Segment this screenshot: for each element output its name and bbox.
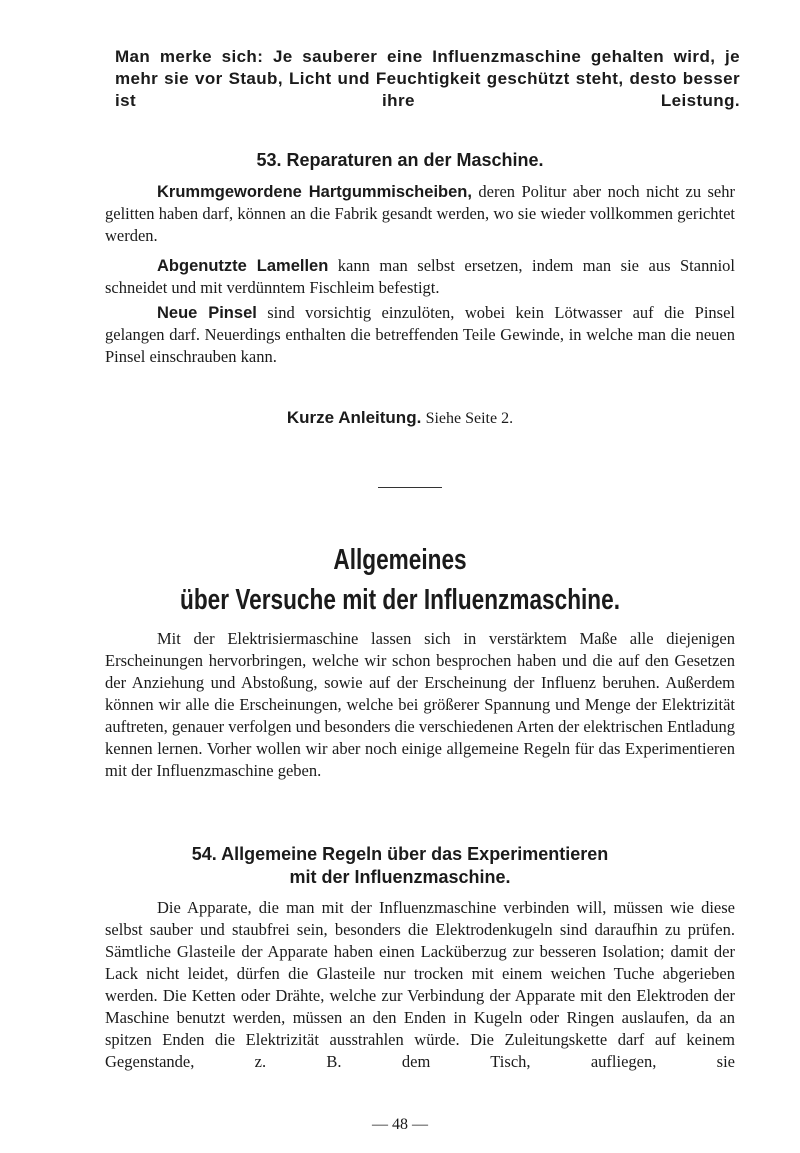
paragraph-3-lead: Neue Pinsel [157,304,257,322]
short-instructions-text: Siehe Seite 2. [425,410,514,427]
paragraph-1-text: deren Politur aber noch nicht zu sehr gelitten haben darf, können an die Fabrik gesandt werden, wo sie wieder vollkommen gerichtet werden. [105,182,735,245]
short-instructions-lead: Kurze Anleitung. [286,408,422,427]
section-53-heading: 53. Reparaturen an der Maschine. [256,150,544,170]
short-instructions-line [0,408,800,428]
section-53-paragraph-3 [105,302,735,368]
paragraph-2-text: kann man selbst ersetzen, indem man sie aus Stanniol schneidet und mit verdünntem Fischleim befestigt. [105,256,735,297]
intro-text: Je sauberer eine Influenzmaschine gehalten wird, je mehr sie vor Staub, Licht und Feuchtigkeit geschützt steht, desto besser ist ihre Leistung. [115,47,740,110]
separator-rule [378,487,442,488]
chapter-title-line-2: über Versuche mit der Influenzmaschine. [180,584,620,616]
chapter-title-line-1: Allgemeines [333,544,467,576]
section-54-heading-line-2: mit der Influenzmaschine. [289,867,511,887]
section-53-paragraph-1 [105,181,735,247]
paragraph-2-lead: Abgenutzte Lamellen [157,257,329,275]
section-53-paragraph-2 [105,255,735,299]
chapter-intro-paragraph: Mit der Elektrisiermaschine lassen sich in verstärktem Maße alle diejenigen Erscheinungen hervorbringen, welche wir schon besprochen haben und die auf den Gesetzen der Anziehung und Abstoßung, sowie auf der Erscheinung der Influenz beruhen. Außerdem können wir alle die Erscheinungen, welche bei größerer Spannung und Menge der Elektrizität auftreten, genauer verfolgen und besonders die verschiedenen Arten der elektrischen Entladung kennen lernen. Vorher wollen wir aber noch einige allgemeine Regeln für das Experimentieren mit der Influenzmaschine geben. [105,629,735,780]
paragraph-3-text: sind vorsichtig einzulöten, wobei kein Lötwasser auf die Pinsel gelangen darf. Neuerdings enthalten die betreffenden Teile Gewinde, in welche man die neuen Pinsel einschrauben kann. [105,303,735,366]
section-54-paragraph: Die Apparate, die man mit der Influenzmaschine verbinden will, müssen wie diese selbst sauber und staubfrei sein, besonders die Elektrodenkugeln sind daraufhin zu prüfen. Sämtliche Glasteile der Apparate haben einen Lacküberzug zur besseren Isolation; damit der Lack nicht leidet, dürfen die Glasteile nur trocken mit einem weichen Tuche abgerieben werden. Die Ketten oder Drähte, welche zur Verbindung der Apparate mit den Elektroden der Maschine benutzt werden, müssen an den Enden in Kugeln oder Ringen auslaufen, da an spitzen Enden die Elektrizität ausstrahlen würde. Die Zuleitungskette darf auf keinem Gegenstande, z. B. dem Tisch, aufliegen, sie [105,898,735,1071]
paragraph-1-lead: Krummgewordene Hartgummischeiben, [157,183,472,201]
page-number: — 48 — [372,1116,428,1133]
intro-lead: Man merke sich: [115,47,264,66]
section-54-heading-line-1: 54. Allgemeine Regeln über das Experimentieren [191,844,609,864]
section-54-heading [0,843,800,889]
intro-paragraph [115,46,740,112]
